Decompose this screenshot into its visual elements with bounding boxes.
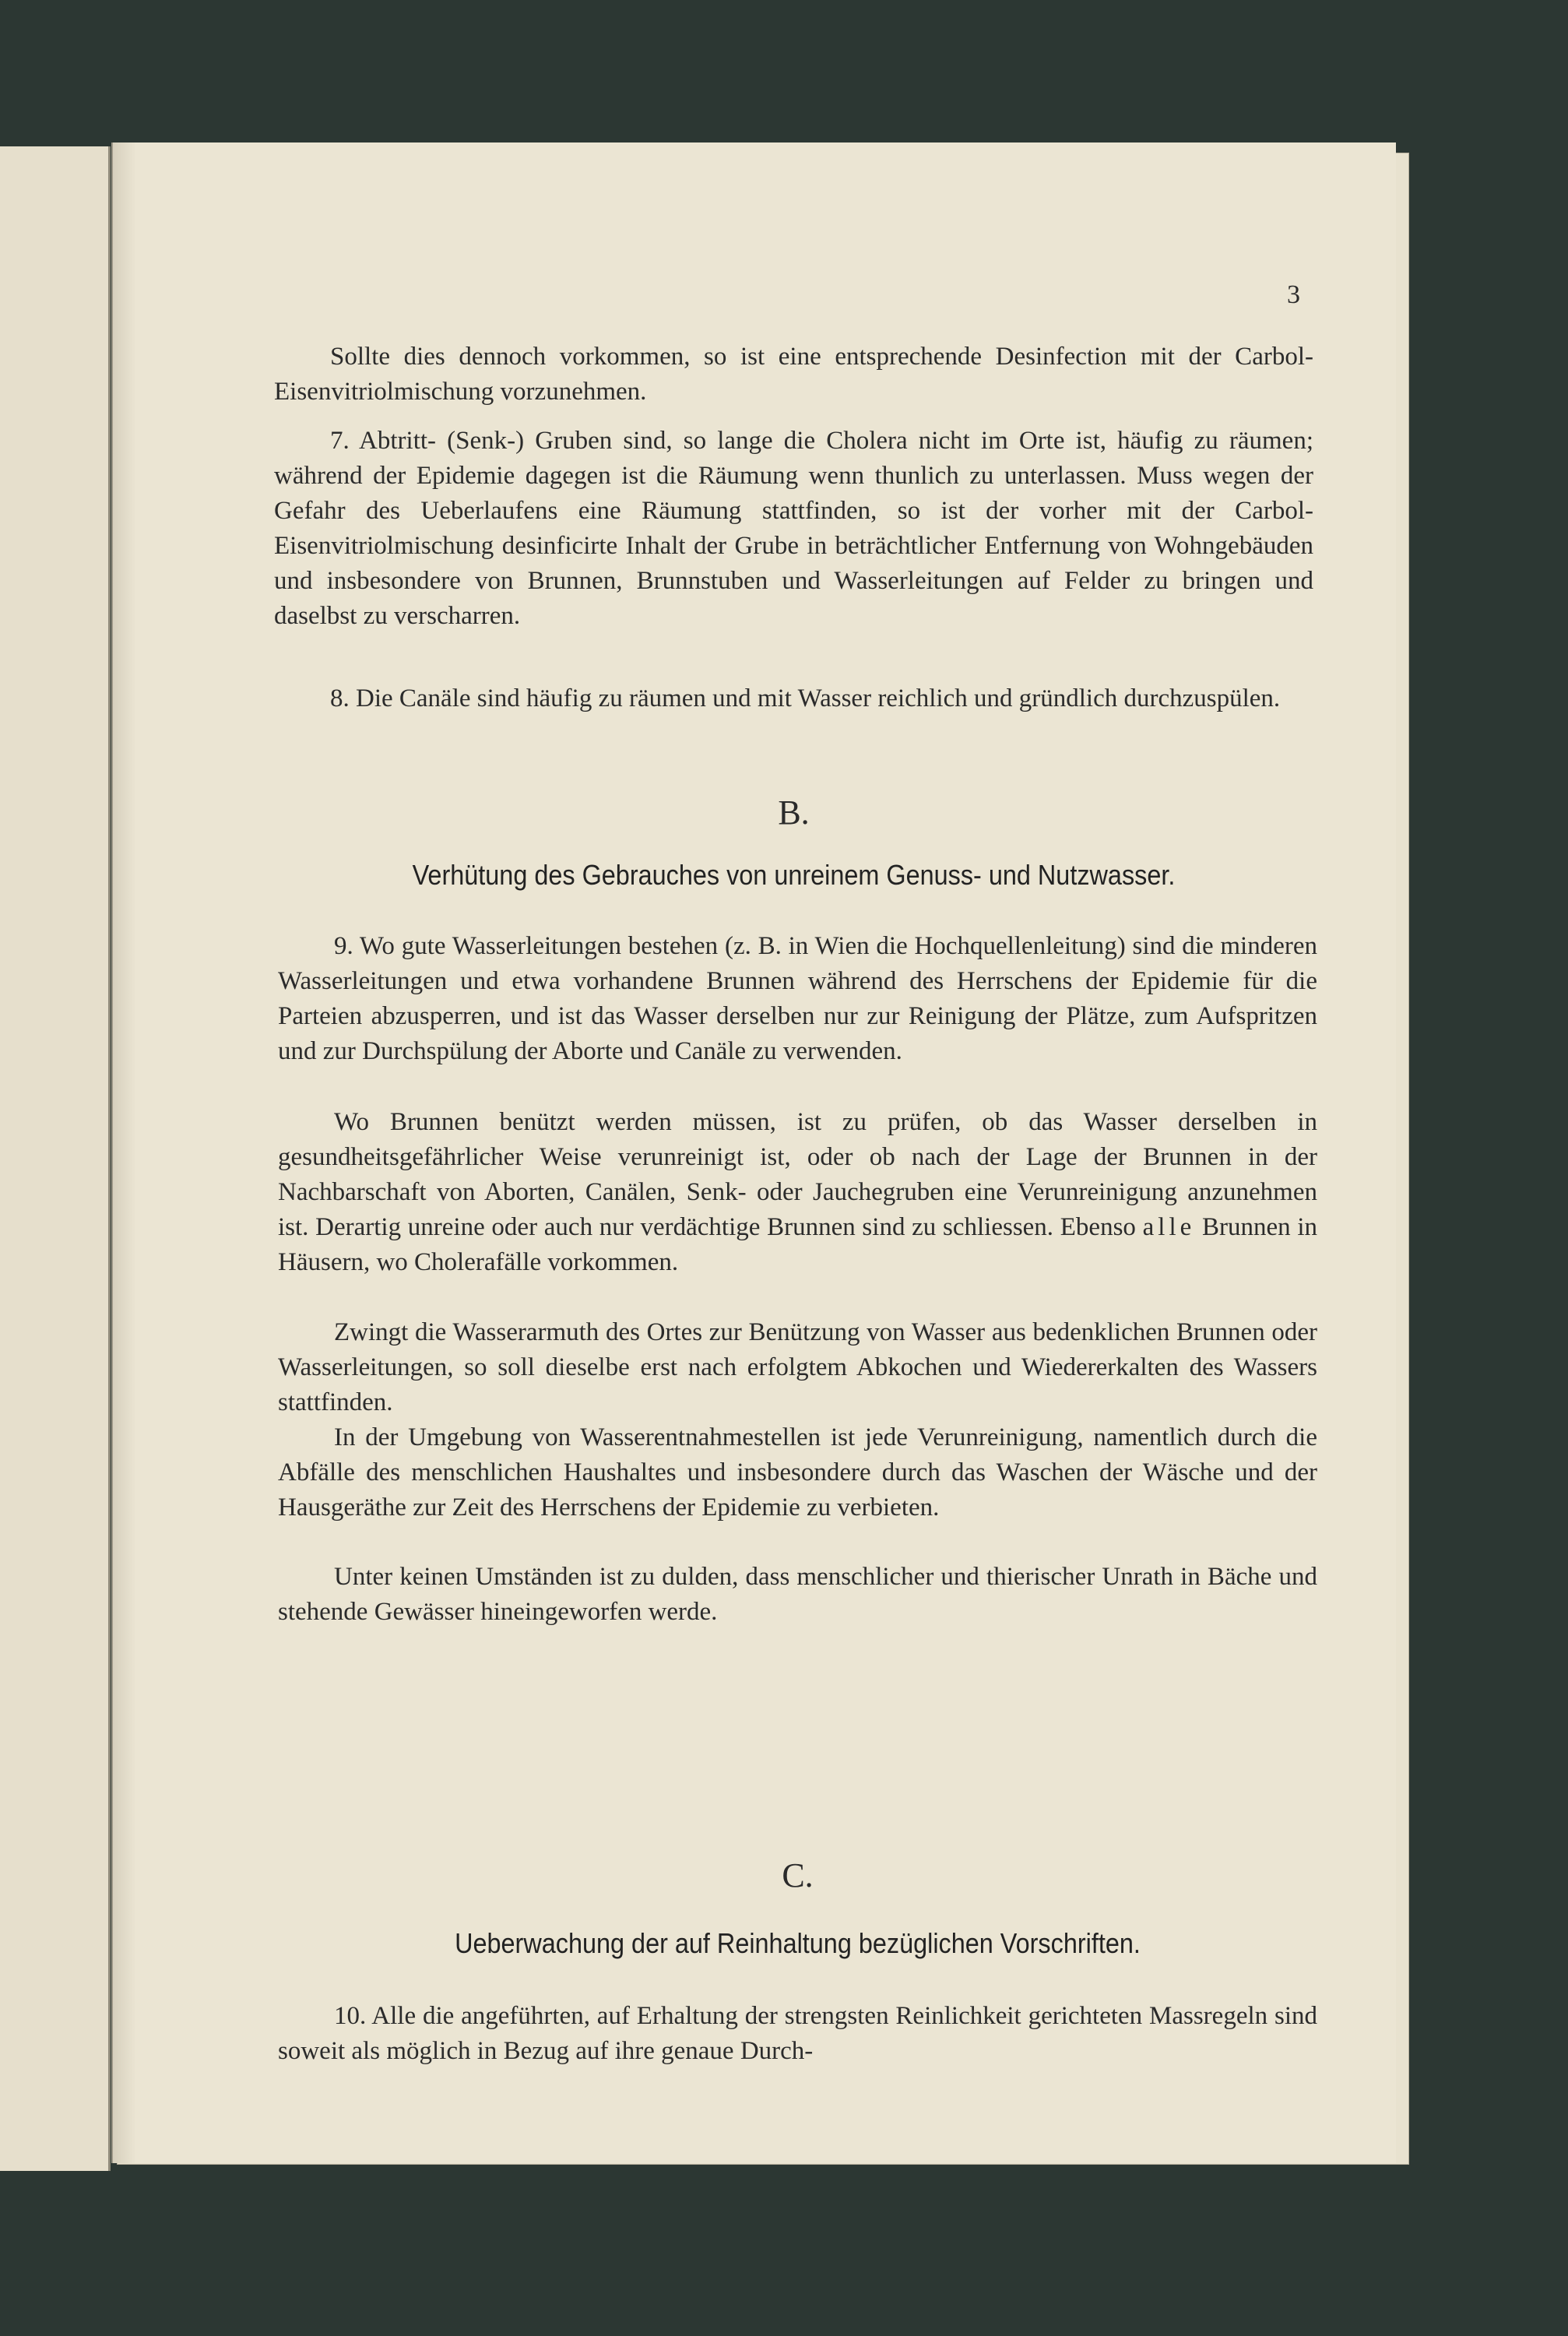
paragraph-9-umgebung: In der Umgebung von Wasserentnahmestellen ist jede Verunreinigung, namentlich durch die Abfälle des menschlichen Haushaltes und insbesondere durch das Waschen der Wäsche und der Hausgeräthe zur Zeit des Herrschens der Epidemie zu verbieten. <box>278 1423 1317 1522</box>
section-c-letter: C. <box>782 1856 814 1894</box>
paragraph-9: 9. Wo gute Wasserleitungen bestehen (z. B. in Wien die Hochquellenleitung) sind die minderen Wasserleitungen und etwa vorhandene Brunnen während des Herrschens der Epidemie für die Parteien abzusperren, und ist das Wasser derselben nur zur Reinigung der Plätze, zum Aufspritzen und zur Durchspülung der Aborte und Canäle zu verwenden. <box>278 932 1317 1065</box>
paragraph-9-brunnen-text-1: Wo Brunnen benützt werden müssen, ist zu prüfen, ob das Wasser derselben in gesundheitsgefährlicher Weise verunreinigt ist, oder ob nach der Lage der Brunnen in der Nachbarschaft von Aborten, Canälen, Senk- oder Jauchegruben eine Verunreinigung anzunehmen ist. Derartig unreine oder auch nur verdächtige Brunnen sind zu schliessen. Ebenso <box>278 1108 1317 1241</box>
section-c-title: Ueberwachung der auf Reinhaltung bezüglichen Vorschriften. <box>455 1927 1141 1959</box>
paragraph-8: 8. Die Canäle sind häufig zu räumen und mit Wasser reichlich und gründlich durchzuspülen. <box>330 684 1281 712</box>
paragraph-10: 10. Alle die angeführten, auf Erhaltung der strengsten Reinlichkeit gerichteten Massregeln sind soweit als möglich in Bezug auf ihre genaue Durch- <box>278 2002 1317 2065</box>
paragraph-sollte: Sollte dies dennoch vorkommen, so ist eine entsprechende Desinfection mit der Carbol-Eisenvitriolmischung vorzunehmen. <box>274 343 1313 406</box>
paragraph-9-brunnen <box>278 1105 1317 1280</box>
page-number: 3 <box>1287 280 1300 309</box>
section-b-title: Verhütung des Gebrauches von unreinem Genuss- und Nutzwasser. <box>412 859 1176 891</box>
section-b-letter: B. <box>778 793 810 832</box>
paragraph-7: 7. Abtritt- (Senk-) Gruben sind, so lange die Cholera nicht im Orte ist, häufig zu räumen; während der Epidemie dagegen ist die Räumung wenn thunlich zu unterlassen. Muss wegen der Gefahr des Ueberlaufens eine Räumung stattfinden, so ist der vorher mit der Carbol-Eisenvitriolmischung desinficirte Inhalt der Grube in beträchtlicher Entfernung von Wohngebäuden und insbesondere von Brunnen, Brunnstuben und Wasserleitungen auf Felder zu bringen und daselbst zu verscharren. <box>274 427 1313 630</box>
gutter-shadow <box>113 142 136 2163</box>
document-page <box>111 142 1396 2163</box>
paragraph-9-wasserarmuth: Zwingt die Wasserarmuth des Ortes zur Benützung von Wasser aus bedenklichen Brunnen oder Wasserleitungen, so soll dieselbe erst nach erfolgtem Abkochen und Wiedererkalten des Wassers stattfinden. <box>278 1318 1317 1416</box>
paragraph-9-brunnen-emphasis: alle <box>1142 1213 1196 1241</box>
paragraph-9-unrath: Unter keinen Umständen ist zu dulden, dass menschlicher und thierischer Unrath in Bäche und stehende Gewässer hineingeworfen werde. <box>278 1563 1317 1626</box>
left-page-edge <box>0 146 111 2171</box>
paragraph-9-brunnen-text-2: Brunnen in Häusern, wo Cholerafälle vorkommen. <box>278 1213 1318 1276</box>
